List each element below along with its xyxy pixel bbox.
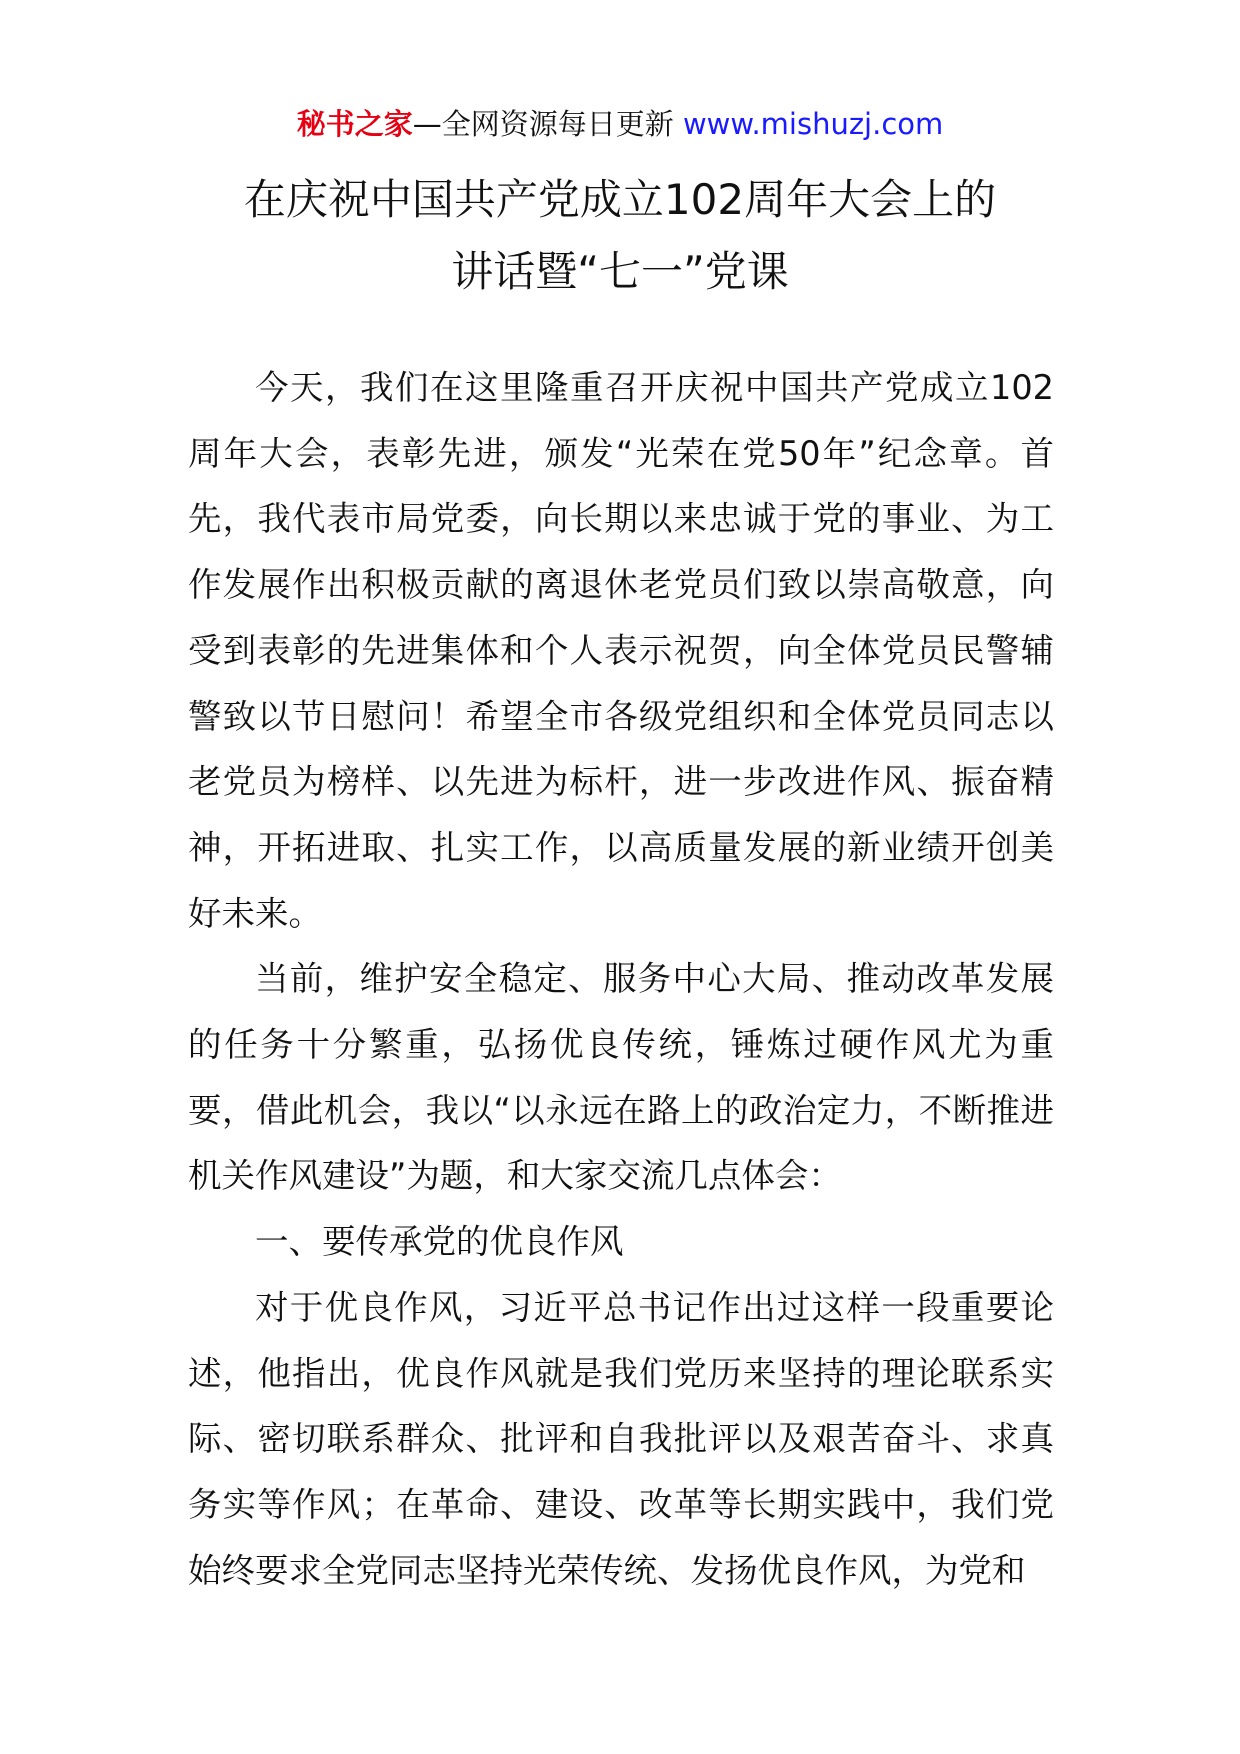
brand-name: 秘书之家 — [296, 107, 413, 141]
document-body — [188, 355, 1054, 1603]
title-line-2: 讲话暨“七一”党课 — [451, 247, 789, 296]
paragraph-3: 对于优良作风，习近平总书记作出过这样一段重要论述，他指出，优良作风就是我们党历来坚持的理论联系实际、密切联系群众、批评和自我批评以及艰苦奋斗、求真务实等作风；在革命、建设、改革等长期实践中，我们党始终要求全党同志坚持光荣传统、发扬优良作风，为党和 — [188, 1287, 1054, 1590]
paragraph-2: 当前，维护安全稳定、服务中心大局、推动改革发展的任务十分繁重，弘扬优良传统，锤炼过硬作风尤为重要，借此机会，我以“以永远在路上的政治定力，不断推进机关作风建设”为题，和大家交流几点体会： — [188, 959, 1054, 1196]
section-heading-1: 一、要传承党的优良作风 — [255, 1222, 624, 1262]
site-url-link[interactable]: www.mishuzj.com — [682, 107, 944, 141]
site-header — [0, 104, 1240, 144]
paragraph-1: 今天，我们在这里隆重召开庆祝中国共产党成立102周年大会，表彰先进，颁发“光荣在党50年”纪念章。首先，我代表市局党委，向长期以来忠诚于党的事业、为工作发展作出积极贡献的离退休老党员们致以崇高敬意，向受到表彰的先进集体和个人表示祝贺，向全体党员民警辅警致以节日慰问！希望全市各级党组织和全体党员同志以老党员为榜样、以先进为标杆，进一步改进作风、振奋精神，开拓进取、扎实工作，以高质量发展的新业绩开创美好未来。 — [188, 368, 1054, 933]
title-line-1: 在庆祝中国共产党成立102周年大会上的 — [243, 175, 997, 224]
site-tagline: —全网资源每日更新 — [412, 107, 674, 141]
document-title — [0, 164, 1240, 308]
